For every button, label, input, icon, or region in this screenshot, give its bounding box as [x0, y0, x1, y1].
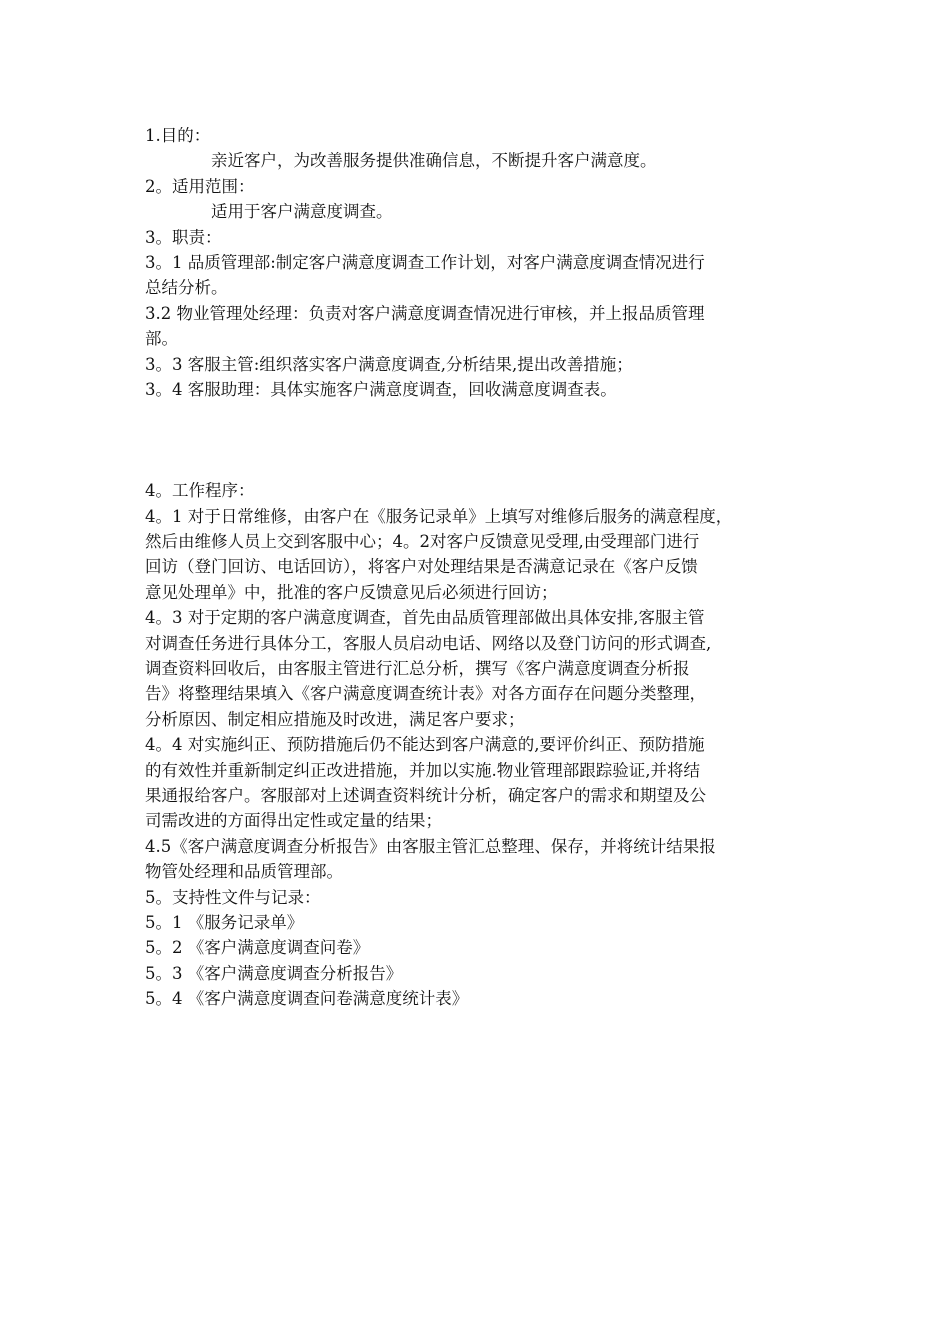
- section-5-heading: 5。支持性文件与记录：: [145, 887, 321, 907]
- section-4-item-4-line-1: 4。4 对实施纠正、预防措施后仍不能达到客户满意的,要评价纠正、预防措施: [145, 735, 705, 755]
- section-3-item-1-line-1: 3。1 品质管理部:制定客户满意度调查工作计划，对客户满意度调查情况进行: [145, 252, 705, 272]
- document-body: [145, 123, 815, 1012]
- section-4-item-1-line-1: 4。1 对于日常维修，由客户在《服务记录单》上填写对维修后服务的满意程度，: [145, 506, 733, 526]
- section-3-item-2-line-1: 3.2 物业管理处经理：负责对客户满意度调查情况进行审核，并上报品质管理: [145, 303, 705, 323]
- section-4-item-3-line-5: 分析原因、制定相应措施及时改进，满足客户要求；: [145, 709, 525, 729]
- section-4-item-3-line-2: 对调查任务进行具体分工，客服人员启动电话、网络以及登门访问的形式调查,: [145, 633, 712, 653]
- section-4-item-1-line-2: 然后由维修人员上交到客服中心；4。2对客户反馈意见受理,由受理部门进行: [145, 532, 700, 552]
- section-5-item-2: 5。2 《客户满意度调查问卷》: [145, 938, 370, 958]
- section-4-item-1-line-4: 意见处理单》中，批准的客户反馈意见后必须进行回访；: [145, 582, 558, 602]
- section-3-item-1-line-2: 总结分析。: [145, 278, 228, 298]
- section-2-body: 适用于客户满意度调查。: [211, 202, 393, 222]
- section-4-heading: 4。工作程序：: [145, 481, 255, 501]
- section-4-item-4-line-2: 的有效性并重新制定纠正改进措施，并加以实施.物业管理部跟踪验证,并将结: [145, 760, 700, 780]
- section-1-heading: 1.目的：: [145, 126, 211, 145]
- section-5-item-3: 5。3 《客户满意度调查分析报告》: [145, 963, 403, 983]
- section-5-item-4: 5。4 《客户满意度调查问卷满意度统计表》: [145, 989, 469, 1009]
- section-4-item-5-line-1: 4.5《客户满意度调查分析报告》由客服主管汇总整理、保存，并将统计结果报: [145, 836, 716, 856]
- section-4-item-3-line-1: 4。3 对于定期的客户满意度调查，首先由品质管理部做出具体安排,客服主管: [145, 608, 705, 628]
- section-4-item-3-line-4: 告》将整理结果填入《客户满意度调查统计表》对各方面存在问题分类整理，: [145, 684, 706, 704]
- section-3-item-3-line-1: 3。3 客服主管:组织落实客户满意度调查,分析结果,提出改善措施；: [145, 354, 633, 374]
- section-4-item-5-line-2: 物管处经理和品质管理部。: [145, 862, 343, 882]
- section-3-item-4-line-1: 3。4 客服助理：具体实施客户满意度调查，回收满意度调查表。: [145, 379, 617, 399]
- section-2-heading: 2。适用范围：: [145, 176, 255, 196]
- section-4-item-4-line-4: 司需改进的方面得出定性或定量的结果；: [145, 811, 442, 831]
- section-4-item-1-line-3: 回访（登门回访、电话回访），将客户对处理结果是否满意记录在《客户反馈: [145, 557, 698, 577]
- section-5-item-1: 5。1 《服务记录单》: [145, 912, 304, 932]
- section-3-item-2-line-2: 部。: [145, 329, 178, 349]
- section-4-item-3-line-3: 调查资料回收后，由客服主管进行汇总分析，撰写《客户满意度调查分析报: [145, 659, 690, 679]
- section-4-item-4-line-3: 果通报给客户。客服部对上述调查资料统计分析，确定客户的需求和期望及公: [145, 785, 706, 805]
- section-1-body: 亲近客户，为改善服务提供准确信息，不断提升客户满意度。: [211, 151, 657, 171]
- section-3-heading: 3。职责：: [145, 227, 222, 247]
- section-spacer: [145, 402, 815, 478]
